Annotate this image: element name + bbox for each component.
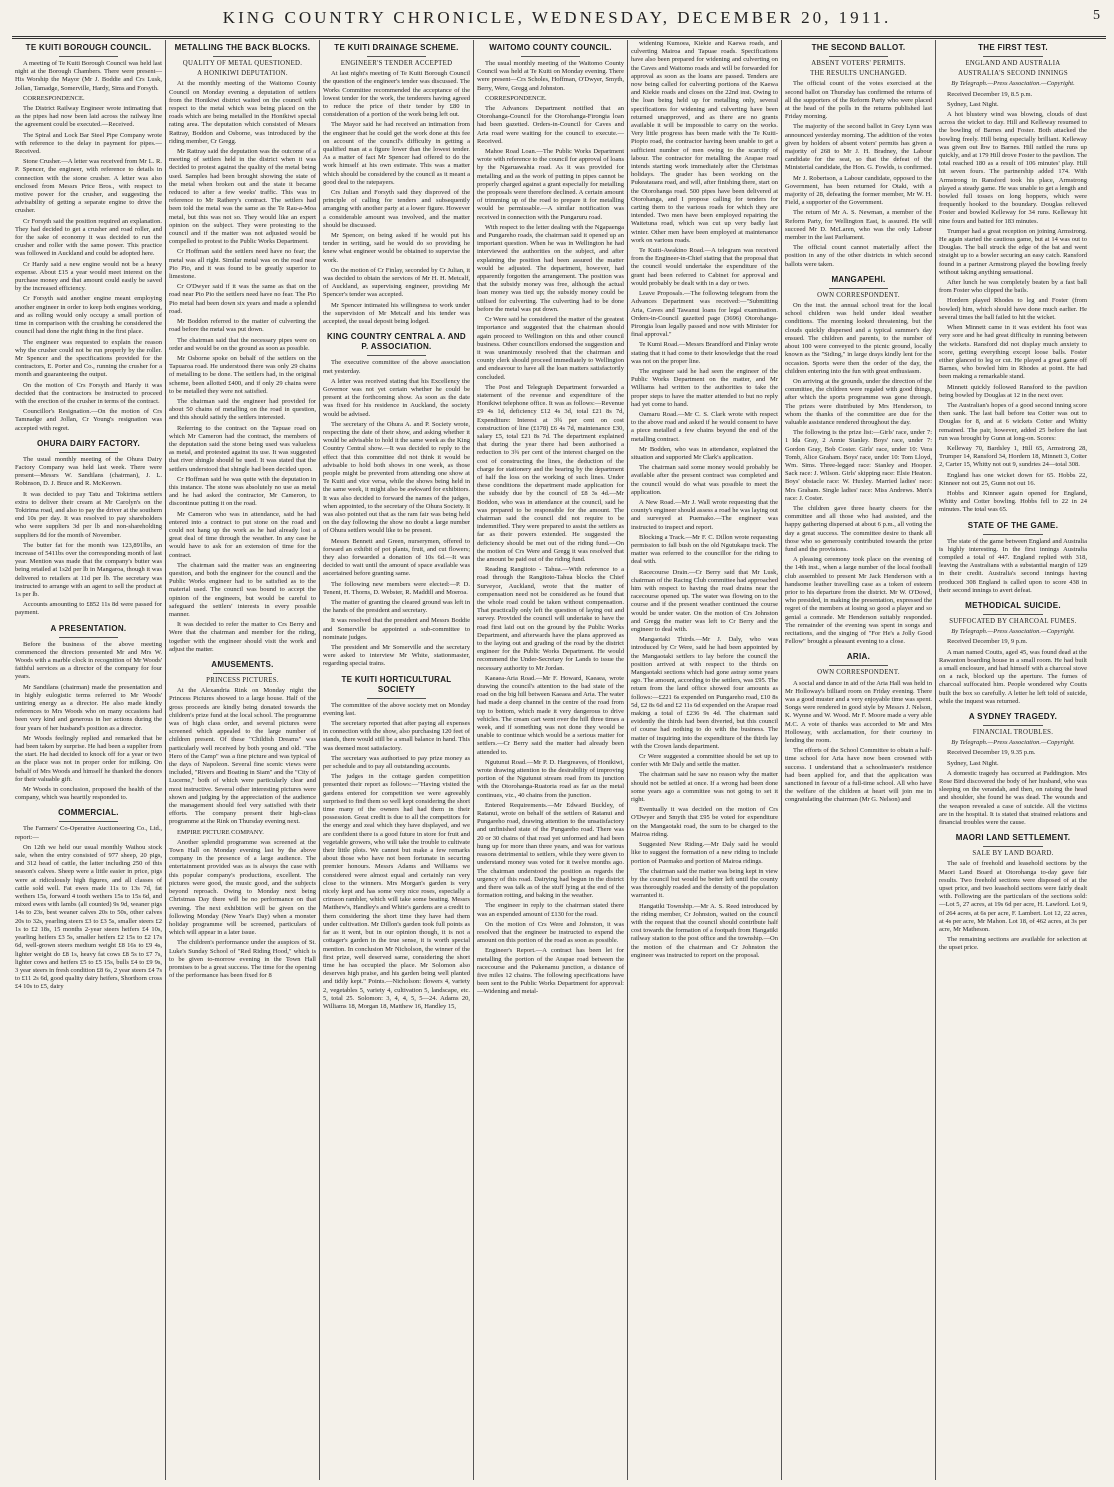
article-paragraph: Mr Woods in conclusion, proposed the health of the company, which was heartily responded to. bbox=[15, 786, 162, 802]
article-paragraph: It was decided to pay Tatu and Tokirima settlers extra to deliver their cream at Mr Carolyn's on the Tokirima road, and also to pay the driver at the southern end 10s per day. It was resolved to pay shareholders who were suppliers 3d per lb and non-shareholding suppliers 8d for the month of November. bbox=[15, 490, 162, 539]
article-paragraph: Oamaru Road.—Mr C. S. Clark wrote with respect to the above road and asked if he would consent to have a piece metalled a few chains beyond the end of the metalling contract. bbox=[631, 410, 778, 443]
article bbox=[785, 652, 932, 804]
article-paragraph: The children gave three hearty cheers for the committee and all those who had assisted, and the happy gathering dispersed at about 6 p.m., all voting the day a great success. The committee desire to thank all those who so generously contributed towards the prize fund and the provisions. bbox=[785, 504, 932, 553]
article-subheading: A HONIKIWI DEPUTATION. bbox=[197, 70, 288, 78]
article-headline: METALLING THE BACK BLOCKS. bbox=[174, 43, 311, 52]
article-paragraph: widening Kumoea, Kiekie and Kaewa roads, and culverting Mairoa and Tapuae roads. Specifications have also been prepared for widening and culverting on the Caves and Waitomo roads and will be forwarded for approval as soon as the loans are passed. Tenders are now being called for culverting portions of the Kaewa and Kiekie roads and closes on the 22nd inst. Owing to the loan being held up for metalling only, several specifications for widening and culverting have been returned unapproved, and as there are no grants available it will be impossible to carry on the works. Very little progress has been made with the Te Kuiti-Piopio road, the contractor having been unable to get a sufficient number of men owing to the scarcity of labour. The contractor for metalling the Arapae road intends starting work immediately after the Christmas holidays. The grader has been working on the Pukeatauara road, and will, after finishing there, start on the Otorohanga road. 500 pipes have been delivered at Otorohanga, and I propose calling for tenders for carting them to the various roads for which they are intended. Two men have been employed repairing the Waitetuna road, which was cut up very badly last winter. Other men have been employed at maintenance work on various roads. bbox=[631, 40, 778, 244]
article-paragraph: A meeting of Te Kuiti Borough Council was held last night at the Borough Chambers. There were present—His Worship the Mayor (Mr J. Boddie and Crs Lusk, Jollan, Tamadge, Somerville, Hardy, Sims and Forsyth. bbox=[15, 60, 162, 92]
headline-rule bbox=[59, 637, 118, 638]
article-paragraph: Mr Boddon referred to the matter of culverting the road before the metal was put down. bbox=[169, 318, 316, 334]
article-headline: A SYDNEY TRAGEDY. bbox=[968, 712, 1058, 722]
article-paragraph: The engineer said he had seen the engineer of the Public Works Department on the matter, and Mr Williams had written to the authorities to take the proper steps to have the matter attended to but no reply had yet come to hand. bbox=[631, 367, 778, 408]
article-paragraph: The state of the game between England and Australia is highly interesting. In the first innings Australia compiled a total of 447. England replied with 318, leaving the Australians with a substantial margin of 129 in their credit. Australia's second innings having produced 308 England is called upon to score 438 in their second innings to avert defeat. bbox=[939, 537, 1087, 594]
article-paragraph: Mr Woods feelingly replied and remarked that he had been taken by surprise. He had been a supplier from the start. He had decided to knock off for a year or two as the place was not in proper order for milking. On behalf of Mrs Woods and himself he thanked the donors for their valuable gift. bbox=[15, 734, 162, 783]
article-paragraph: After lunch he was completely beaten by a fast ball from Foster who clipped the bails. bbox=[939, 279, 1087, 295]
article bbox=[939, 833, 1087, 952]
masthead-rule bbox=[12, 36, 1106, 37]
article-headline: WAITOMO COUNTY COUNCIL. bbox=[489, 43, 612, 52]
article-subheading: ABSENT VOTERS' PERMITS. bbox=[811, 60, 906, 67]
article-paragraph: The chairman said he saw no reason why the matter should not be settled at once. If a wrong had been done some years ago a committee was not going to set it right. bbox=[631, 771, 778, 804]
headline-rule bbox=[829, 288, 888, 289]
article-paragraph: A man named Coutts, aged 45, was found dead at the Rawanton boarding house in a small room. He had built a small enclosure, and had himself with a charcoal stove on a rack, blocked up the aperture. The fumes of charcoal suffocated him. People wondered why Coutts built the box so carefully. A letter he left told of suicide, while the inquest was returned. bbox=[939, 648, 1087, 705]
article-headline: MAORI LAND SETTLEMENT. bbox=[955, 833, 1071, 843]
headline-rule bbox=[59, 452, 118, 453]
article-paragraph: Racecourse Drain.—Cr Berry said that Mr Lusk, chairman of the Racing Club committee had approached him with respect to having the road drains near the racecourse opened up. The water was flowing on to the course and if the present weather continued the course would be under water. On the motion of Crs Johnston and Gregg the matter was left to Cr Berry and the engineer to deal with. bbox=[631, 568, 778, 634]
article bbox=[939, 712, 1087, 827]
article-paragraph: It was decided to refer the matter to Crs Berry and Were that the chairman and member for the riding, together with the engineer should visit the work and adjust the matter. bbox=[169, 621, 316, 653]
article bbox=[785, 43, 932, 269]
article-paragraph: Another splendid programme was screened at the Town Hall on Monday evening last by the above company in the presence of a large audience. The entertainment provided was as is always the case with this popular company's productions, excellent. The pictures were good, the music good, and the subjects beyond reproach. Owing to Monday next being Christmas Day there will be no performance on that evening. The next exhibition will be given on the following Monday (New Year's Day) when a monster holiday programme will be screened, particulars of which will appear in a later issue. bbox=[169, 838, 316, 937]
masthead-title: KING COUNTRY CHRONICLE, WEDNESDAY, DECEMBER 20, 1911. bbox=[222, 8, 892, 27]
headline-rule bbox=[367, 56, 426, 57]
article-paragraph: Te Kumi Road.—Messrs Brandford and Finlay wrote stating that it had come to their knowledge that the road was not on the proper line. bbox=[631, 341, 778, 365]
headline-rule bbox=[59, 56, 118, 57]
headline-rule bbox=[521, 56, 580, 57]
headline-rule bbox=[983, 534, 1042, 535]
article-paragraph: The secretary reported that after paying all expenses in connection with the show, also purchasing 120 feet of stands, there would still be a small balance in hand. This was deemed most satisfactory. bbox=[323, 720, 470, 752]
article-paragraph: A hot blustery wind was blowing, clouds of dust across the wicket to day. Hill and Kelleway resumed to the bowling of Barnes and Foster. Both attacked the bowling freely. Hill being especially brilliant. Kelleway was given out lbw to Barnes. Hill rattled the runs up quickly, and at 179 Hill drove Foster to the pavilion. The total reached 180 as a result of 106 minutes' play. Hill hit seven fours. The partnership added 174. With Armstrong in Ransford took his place, Armstrong played a steady game. He was unable to get a length and bowled full tosses on long hoppers, which were frequently hooked to the boundary. Douglas relieved Foster and bowled Kelleway for 34 runs. Kelleway hit nine fours and batted for 183 minutes. bbox=[939, 111, 1087, 225]
article-paragraph: Accounts amounting to £852 11s 8d were passed for payment. bbox=[15, 601, 162, 617]
article-paragraph: The chairman said the engineer had provided for about 50 chains of metalling on the road in question, and this should satisfy the settlers interested. bbox=[169, 397, 316, 422]
article bbox=[15, 43, 162, 433]
article-headline: TE KUITI BOROUGH COUNCIL. bbox=[25, 43, 152, 52]
article-paragraph: On the motion of Crs Were and Johnston, it was resolved that the engineer be instructed to expend the amount on this portion of the road as soon as possible. bbox=[477, 920, 624, 945]
article-paragraph: Mr Sandilans (chairman) made the presentation and in highly eulogistic terms referred to Mr Woods' untiring energy as a director. He also made kindly references to Mrs Woods who on many occasions had been very kind and generous in her actions during the four years of her husband's position as a director. bbox=[15, 683, 162, 732]
article-paragraph: England has one wicket down for 65. Hobbs 22, Kinneer not out 25, Gunn not out 16. bbox=[939, 471, 1087, 487]
masthead bbox=[0, 8, 1114, 34]
article bbox=[785, 275, 932, 647]
article-paragraph: The secretary of the Ohura A. and P. Society wrote, respecting the date of their show, and asking whether it would be advisable to hold it the same week as the King Country Central show.—It was decided to reply to the effect that this committee did not think it would be advisable to hold both shows in one week, as those people might be prevented from attending one show at Te Kuiti and vice versa, while the shows being held in the same week, it might also be awkward for exhibitors. It was also decided to forward the names of the judges, when appointed, to the secretary of the Ohura Society. It was also pointed out that as the ram fair was being held on the day following the show no doubt a large number of Ohura settlers would like to be present. bbox=[323, 420, 470, 535]
article-paragraph: Mangaotaki Thirds.—Mr J. Daly, who was introduced by Cr Were, said he had been appointed by the Mangaotaki settlers to lay before the council the position arrived at with respect to the thirds on Mangaotaki sections which had gone astray some years ago. The amount, according to the settlers, was £95. The return from the land office showed four amounts as follows:—£221 6s expended on Pungareho road, £10 8s 5d, £2 8s 6d and £2 11s 6d expended on the Arapae road making a total of £236 9s 4d. The chairman said evidently the thirds had been diverted, but this council of course had nothing to do with the business. The matter of inquiring into the expenditure of the thirds lay with the Crown lands department. bbox=[631, 636, 778, 750]
headline-rule bbox=[983, 614, 1042, 615]
article-paragraph: Kaeaea-Aria Road.—Mr F. Howard, Kaeaea, wrote drawing the council's attention to the bad state of the road on the big hill between Kaeaea and Aria. The water had made a deep channel in the centre of the road from top to bottom, which made it very dangerous to drive vehicles. The cream cart went over the hill three times a week, and if something was not done they would be unable to continue which would be a serious matter for settlers.—Cr Berry said the matter had already been attended to. bbox=[477, 674, 624, 756]
article bbox=[939, 601, 1087, 706]
article-paragraph: The chairman said that the necessary pipes were on order and would be on the ground as soon as possible. bbox=[169, 336, 316, 352]
article-paragraph: The chairman said the matter was being kept in view by the council but would be better left until the county was thoroughly roaded and the density of the population warranted it. bbox=[631, 867, 778, 900]
article-headline: OHURA DAIRY FACTORY. bbox=[36, 438, 141, 448]
article-headline: TE KUITI DRAINAGE SCHEME. bbox=[334, 43, 459, 52]
article-paragraph: The judges in the cottage garden competition presented their report as follows:—"Having visited the gardens entered for competition we were agreeably surprised to find them so well kept considering the short time many of the owners had had them in their possession. Great credit is due to all the competitors for the energy and zeal which they have displayed, and we are confident there is a good future in store for fruit and vegetable growers, who will take the trouble to cultivate their little plots. We cannot but make a few remarks about those who have not been fortunate in securing premier honours. Messrs Adams and Williams we considered were almost equal and certainly ran very close to the winners. Mrs Morgan's garden is very nicely kept and has some very nice roses, especially a crimson rambler, which will take some beating. Messrs Matthew's, Handley's and White's gardens are a credit to them considering the short time they have had them under cultivation. Mr Dillon's garden took full points as far as it went, but in our opinion though, it is not a cottager's garden in the true sense, it is worth special mention. In conclusion Mr Nicholson, the winner of the first prize, well deserved same, considering the short time he has occupied the place. Mr Solomon also deserves high praise, and his garden being well planted and tidily kept." Points.—Nicholson: flowers 4, variety 2, vegetables 5, variety 4, cultivation 5, landscape, etc. 5, total 25. Solomon: 3, 4, 4, 5, 5—24. Adams 20, Williams 18, Morgan 18, Matthew 16, Handley 15, bbox=[323, 773, 470, 1010]
article-paragraph: The engineer in reply to the chairman stated there was an expended amount of £130 for the road. bbox=[477, 902, 624, 918]
headline-rule bbox=[213, 673, 272, 674]
article-paragraph: The chairman said some money would probably be available after the present contract was completed and the council would do what was possible to meet the application. bbox=[631, 464, 778, 496]
article-paragraph: Messrs Bennett and Green, nurserymen, offered to forward an exhibit of pot plants, fruit, and cut flowers; they also forwarded a donation of 10s 6d.—It was decided to wait until the amount of space available was ascertained before granting same. bbox=[323, 537, 470, 578]
article-paragraph: Mr Rattray said the deputation was the outcome of a meeting of settlers held in the district when it was decided to protest against the quality of the metal being used. Samples had been brought showing the state of the metal when broken out and the state it became reduced to after a few weeks' traffic. This was in reference to Mr Rathery's contract. The settlers had been told the metal was the same as the Te Rau-a-Moa metal, but this was not so. They would like an expert opinion on the subject. They were protesting to the council and if the matter was not adjusted would be compelled to protest to the Public Works Department. bbox=[169, 148, 316, 246]
article bbox=[323, 675, 470, 1012]
article-paragraph: Mr Spencer, on being asked if he would put his tender in writing, said he would do so providing he knew what engineer would be obtained to supervise the work. bbox=[323, 232, 470, 264]
article-paragraph: Te Kuiti-Awakino Road.—A telegram was received from the Engineer-in-Chief stating that the proposal that the council would undertake the expenditure of the grant had been referred to Cabinet for approval and would probably be dealt with in a day or two. bbox=[631, 247, 778, 287]
article bbox=[323, 43, 470, 326]
masthead-rule-double bbox=[12, 38, 1106, 39]
article-paragraph: At the Alexandria Rink on Monday night the Princess Pictures showed to a large house. Half of the gross proceeds are kindly being donated towards the children's prize fund at the local school. The programme was of high class order, and several pictures were screened which appealed to the large number of children present. Of these "Childish Dreams" was particularly well received by both young and old. "The Hero of the Camp" was a fine picture and was typical of the days of Napoleon. Several fine scenic views were included, "Rivers and Boating in Siam" and the "City of Lucerne," both of which were particularly clear and most instructive. Several other interesting pictures were shown and judging by the appreciation of the audience the management should feel very satisfied with their efforts. The company present their high-class programme at the Rink on Thursday evening next. bbox=[169, 687, 316, 826]
article-paragraph: The Mayor said he had received an intimation from the engineer that he could get the work done at this fee on account of the council's difficulty in getting a qualified man at a figure lower than the lowest tender. As a matter of fact Mr Spencer had offered to do the work himself at his own estimate. This was a matter which should be considered by the council as it meant a good deal to the ratepayers. bbox=[323, 121, 470, 186]
article-paragraph: The secretary was authorised to pay prize money as per schedule and to pay all outstanding accounts. bbox=[323, 754, 470, 771]
page-number: 5 bbox=[1093, 8, 1100, 23]
dateline: By Telegraph.—Press Association.—Copyright. bbox=[951, 80, 1075, 88]
article-paragraph: The sale of freehold and leasehold sections by the Maori Land Board at Otorohanga to-day gave fair results. Two freehold sections were disposed of at the upset price, and two leasehold sections were fairly dealt with. Following are the particulars of the sections sold:—Lot 5, 27 acres, at 19s 6d per acre, H. Lawford. Lot 9, of 264 acres, at 6s per acre, F. Lambert. Lot 12, 22 acres, at 4s per acre, Mr Mahon. Lot 18, of 462 acres, at 3s per acre, Mr Matheson. bbox=[939, 860, 1087, 934]
article-subheading: OWN CORRESPONDENT. bbox=[817, 669, 900, 677]
article-paragraph: Cr Were suggested a committee should be set up to confer with Mr Daly and settle the matter. bbox=[631, 753, 778, 769]
article-headline: COMMERCIAL. bbox=[58, 808, 119, 818]
article-paragraph: With respect to the letter dealing with the Ngapaenga and Pungareho roads, the chairman said it opened up an important question. When he was in Wellington he had interviewed the authorities on the subject, and after explaining the position had been assured the matter would be adjusted. The department, however, had apparently forgotten the arrangement. The position was that the subsidy money was free, although the actual loan money was tied up; the subsidy money could be utilised for culverting. The culverting had to be done before the metal was put down. bbox=[477, 223, 624, 313]
article-paragraph: The Spiral and Lock Bar Steel Pipe Company wrote with reference to the delay in payment for pipes.—Received. bbox=[15, 131, 162, 156]
article-paragraph: The Farmers' Co-Operative Auctioneering Co., Ltd., report:— bbox=[15, 825, 162, 841]
article-paragraph: Sydney, Last Night. bbox=[947, 100, 999, 108]
article-paragraph: On 12th we held our usual monthly Waihou stock sale, when the entry consisted of 977 sheep, 20 pigs, and 312 head of cattle, the latter including 250 of this season's calves. Sheep were a little easier in price, pigs were at ridiculously high figures, and all classes of cattle sold well. Fat ewes made 11s to 13s 7d, fat wethers 15s, forward 4 tooth wethers 15s to 15s 6d, and mixed ewes with lambs (all counted) 9s 9d, weaner pigs 14s to 23s, best weaner calves 20s to 50s, other calves 20s to 32s, yearling steers £3 to £3 5s, smaller steers £2 1s to £2 18s, 15 months 2-year steers heifers £4 10s, yearling heifers £3 5s, smaller heifers £2 15s to £2 17s 6d, well-grown steers medium weight £8 16s to £9 4s, lighter weight do £8 1s, heavy fat cows £8 5s to £7 7s, lighter cows and heifers £5 to £5 15s, bulls £4 to £9 9s, 3 year steers in fresh condition £8 6s, 2 year steers £4 7s to £11 2s 6d, good quality dairy heifers, Shorthorn cross £4 10s to £5, dairy bbox=[15, 843, 162, 991]
article-paragraph: Hobbs and Kinneer again opened for England, Whitty and Cotter bowling. Hobbs fell to 22 in 24 minutes. The total was 65. bbox=[939, 489, 1087, 514]
article bbox=[169, 660, 316, 980]
article-paragraph: The remaining sections are available for selection at the upset price. bbox=[939, 936, 1087, 952]
article-paragraph: The following is the prize list:—Girls' race, under 7: 1 Ida Gray, 2 Annie Stanley. Boys' race, under 7: Gordon Gray, Bob Coster. Girls' race, under 10: Vera Tomb, Alice Graham. Boys' race, under 10: Tom Lloyd, Wm. Sims. Three-legged race: Stanley and Hooper. Sack race: J. Wilson. Girls' skipping race: Elsie Heaton. Boys' obstacle race: W. Huxley. Married ladies' race: Mrs Graham. Single ladies' race: Miss Andrews. Men's race: J. Coster. bbox=[785, 429, 932, 502]
article-headline: THE SECOND BALLOT. bbox=[811, 43, 906, 52]
article-paragraph: Received December 19, 9.35 p.m. bbox=[947, 749, 1036, 757]
article-paragraph: The official count cannot materially affect the position in any of the other districts in which second ballots were taken. bbox=[785, 244, 932, 268]
article-paragraph: Cr Hardy said a new engine would not be a heavy expense. About £15 a year would meet interest on the purchase money and that amount could easily be saved by the increased efficiency. bbox=[15, 260, 162, 293]
article-paragraph: CORRESPONDENCE. bbox=[23, 94, 85, 102]
article-paragraph: CORRESPONDENCE. bbox=[485, 94, 547, 102]
column-6 bbox=[782, 40, 936, 1480]
article-subheading: SALE BY LAND BOARD. bbox=[972, 850, 1054, 858]
article-paragraph: The efforts of the School Committee to obtain a half-time school for Aria have now been crowned with success. I understand that a schoolmaster's residence had been applied for, and that the application was sanctioned in favour of a full-time school. All who have the welfare of the children at heart will join me in congratulating the chairman (Mr G. Nelson) and bbox=[785, 747, 932, 804]
headline-rule bbox=[213, 56, 272, 57]
article-subheading: PRINCESS PICTURES. bbox=[206, 677, 279, 685]
article-paragraph: The matter of granting the cleared ground was left in the hands of the president and secretary. bbox=[323, 598, 470, 615]
article-paragraph: Referring to the contract on the Tapuae road on which Mr Cameron had the contract, the members of the deputation said the stone being used was valueless as metal, and protested against its use. It was suggested that river shingle should be used. It was stated that the settlers understood that shingle had been decided upon. bbox=[169, 424, 316, 473]
article-subheading: QUALITY OF METAL QUESTIONED. bbox=[182, 60, 303, 67]
newspaper-columns bbox=[12, 40, 1108, 1480]
article-paragraph: A letter was received stating that his Excellency the Governor was not yet certain whether he could be present at the forthcoming show. As soon as the date was fixed for his residence in Auckland, the society would be advised. bbox=[323, 377, 470, 418]
article-paragraph: The Advances Department notified that an Otorohanga-Council for the Otorohanga-Firongia loan had been gazetted. Orders-in-Council for Caves and Aria road were waiting for the council to execute.—Received. bbox=[477, 105, 624, 145]
headline-rule bbox=[983, 846, 1042, 847]
article-paragraph: The committee of the above society met on Monday evening last. bbox=[323, 701, 470, 717]
article-paragraph: Mahoe Road Loan.—The Public Works Department wrote with reference to the council for approval of loans by the Ngaruawahia road. As it was provided for metalling and as the work of putting in pipes cannot be properly charged against a grant especially for metalling the proposals were therefore declined. A certain amount of trimming up of the road to prepare it for metalling would be permissable.—A similar notification was received in connection with the Pungaruru road. bbox=[477, 148, 624, 221]
article-paragraph: A New Road.—Mr J. Wall wrote requesting that the county's engineer should assess a road he was laying out and surveyed at Puemako.—The engineer was instructed to inspect and report. bbox=[631, 498, 778, 531]
article-paragraph: Received December 19, 9 p.m. bbox=[947, 638, 1028, 646]
article-paragraph: The usual monthly meeting of the Waitomo County Council was held at Te Kuiti on Monday evening. There were present—Crs Scholes, Hoffman, O'Dwyer, Smyth, Berry, Were, Gregg and Johnston. bbox=[477, 60, 624, 92]
article-paragraph: Ngutunui Road.—Mr P. D. Hargreaves, of Honikiwi, wrote drawing attention to the desirability of improving portion of the Ngutunui stream road from its junction with the Otorohanga-Ruatoria road as far as the metal continues, viz., 40 chains from the junction. bbox=[477, 758, 624, 799]
article-headline: TE KUITI HORTICULTURAL SOCIETY bbox=[341, 674, 452, 694]
article bbox=[477, 43, 624, 997]
article-paragraph: Trumper had a great reception on joining Armstrong. He again started the cautious game, but at 14 was out to Douglas. The ball struck the edge of the bat and went straight up to a bowler securing an easy catch. Ransford found in a partner Armstrong played the bowling freely without taking anything sensational. bbox=[939, 227, 1087, 276]
headline-rule bbox=[59, 821, 118, 822]
article bbox=[15, 624, 162, 803]
article-subheading: ENGINEER'S TENDER ACCEPTED bbox=[340, 60, 453, 67]
article-subheading: FINANCIAL TROUBLES. bbox=[972, 729, 1054, 737]
article-paragraph: Suggested New Riding.—Mr Daly said he would like to suggest the formation of a new riding to include portion of Puemako and portion of Mairoa ridings. bbox=[631, 841, 778, 865]
article-paragraph: The usual monthly meeting of the Ohura Dairy Factory Company was held last week. There were present—Messrs W. Sandilans (chairman), J. L. Robinson, D. J. Bruce and R. McKeown. bbox=[15, 455, 162, 488]
article-paragraph: The engineer was requested to explain the reason why the crusher could not be run properly by the roller. Mr Spencer and the specifications provided for the contractors, E. Porter and Co., running the crusher for a month and guaranteeing the output. bbox=[15, 338, 162, 379]
article-paragraph: At last night's meeting of Te Kuiti Borough Council the question of the engineer's tender was discussed. The Works Committee recommended the acceptance of the lowest tender for the work, the tenderers having agreed to reduce the price of their tender by £80 in consideration of a portion of the work being left out. bbox=[323, 70, 470, 119]
article-paragraph: Crs Julian and Forsyth said they disproved of the principle of calling for tenders and subsequently arranging with another party at a lower figure. However a considerable amount was involved, and the matter should be discussed. bbox=[323, 189, 470, 229]
article-paragraph: The executive committee of the above association met yesterday. bbox=[323, 359, 470, 375]
article-paragraph: On the motion of Cr Finlay, seconded by Cr Julian, it was decided to obtain the services of Mr H. H. Metcalf, of Auckland, as supervising engineer, providing Mr Spencer's tender was accepted. bbox=[323, 266, 470, 299]
headline-rule bbox=[367, 355, 426, 356]
article-headline: KING COUNTRY CENTRAL A. AND P. ASSOCIATION. bbox=[327, 332, 466, 352]
column-3 bbox=[320, 40, 474, 1480]
article-paragraph: Received December 19, 8.5 p.m. bbox=[947, 90, 1033, 98]
article-paragraph: Mr Bodden, who was in attendance, explained the situation and supported Mr Clark's application. bbox=[631, 445, 778, 461]
article-subheading: THE RESULTS UNCHANGED. bbox=[810, 70, 907, 78]
article-headline: MANGAPEHI. bbox=[831, 274, 886, 284]
article-headline: ARIA. bbox=[846, 652, 871, 662]
article bbox=[15, 439, 162, 618]
article-paragraph: Reading Rangitoto - Tahua.—With reference to a road through the Rangitoto-Tahua blocks the Chief Surveyor, Auckland, wrote that the matter of compensation need not be considered as he found that the whole road could be taken without compensation. That practically only left the question of laying out and survey. Provided the council will undertake to have the road first laid out on the ground by the Public Works Department, and afterwards have the plans approved as to the laying out and grading of the road by the district engineer for the Public Works Department. He would recommend the Under-Secretary for Lands to issue the necessary authority to Mr Jordan. bbox=[477, 566, 624, 672]
article-headline: THE FIRST TEST. bbox=[978, 43, 1048, 52]
article-paragraph: Entered Requirements.—Mr Edward Buckley, of Ratanui, wrote on behalf of the settlers of Ratanui and Pungareho road, drawing attention to the unsatisfactory and unfinished state of the Pungareho road. There was 20 or 30 chains of that road yet unformed and had been hung up for more than three years, and was for various reasons detrimental to settlers, while they were given to understand money was voted for it twelve months ago. The chairman understood the position as regards the urgency of this road. Dairying had begun in the district and there was talk as of the stuff lying at the end of the formation rotting, and baking in the weather. bbox=[477, 801, 624, 900]
article-paragraph: On arriving at the grounds, under the direction of the committee, the children were regaled with good things, after which the sports programme was gone through. The prizes were distributed by Mrs Henderson, to whom the thanks of the committee are due for the valuable assistance rendered throughout the day. bbox=[785, 377, 932, 426]
column-2 bbox=[166, 40, 320, 1480]
article-paragraph: Mr Cameron who was in attendance, said he had entered into a contract to put stone on the road and could not hang up the work as he had already lost a great deal of time through the weather. In any case he would have to ask for an extension of time for the contract. bbox=[169, 510, 316, 559]
article-paragraph: The official count of the votes exercised at the second ballot on Thursday has confirmed the returns of all the supporters of the Reform Party who were placed at the head of the polls in the returns published last Friday morning. bbox=[785, 80, 932, 121]
column-1 bbox=[12, 40, 166, 1480]
article-paragraph: The chairman said the matter was an engineering question, and both the engineer for the council and the Public Works engineer had to be satisfied as to the material used. The council was bound to accept the opinion of the engineers, but would be careful to safeguard the settlers' interests in every possible manner. bbox=[169, 561, 316, 618]
article-headline: METHODICAL SUICIDE. bbox=[965, 600, 1061, 610]
article-paragraph: Stone Crusher.—A letter was received from Mr L. R. P. Spencer, the engineer, with reference to details in connection with the stone crusher. A letter was also enclosed from Messrs Price Bros., with respect to motive power for the crusher, and suggesting the advisability of getting a separate engine to drive the crusher. bbox=[15, 158, 162, 215]
article-paragraph: Mr Osborne spoke on behalf of the settlers on the Tapuaroa road. He understood there was only 29 chains of metalling to be done. The settlers had, in the original scheme, been allotted £400, and if only 29 chains were to be metalled they were not satisfied. bbox=[169, 354, 316, 395]
article-paragraph: It was resolved that the president and Messrs Boddie and Somerville be appointed a sub-committee to nominate judges. bbox=[323, 617, 470, 641]
article bbox=[939, 521, 1087, 595]
article-paragraph: The butter fat for the month was 123,891lbs, an increase of 5411bs over the corresponding month of last year. Mention was made that the company's butter was being retailed at 1s2d per lb in Mangaroa, though it was delivered to retailers at 11d per lb. The secretary was instructed to arrange with an agent to sell the product at 1s per lb. bbox=[15, 541, 162, 598]
article-paragraph: Hangatiki Township.—Mr A. S. Reed introduced by the riding member, Cr Johnston, waited on the council with the request that the council should contribute half cost towards the formation of a footpath from Hangatiki railway station to the post office and the township.—On the motion of the chairman and Cr Johnston the engineer was instructed to report on the proposal. bbox=[631, 902, 778, 959]
article-paragraph: Mr Spencer intimated his willingness to work under the supervision of Mr Metcalf and his tender was accepted, the usual deposit being lodged. bbox=[323, 301, 470, 326]
article-paragraph: On the motion of Crs Forsyth and Hardy it was decided that the contractors be instructed to proceed with the erection of the crusher in terms of the contract. bbox=[15, 381, 162, 405]
article-paragraph: A domestic tragedy has occurred at Paddington. Mrs Rose Bird discovered the body of her husband, who was sleeping on the verandah, and then, on raising the head and shoulder, she found he was dead. The wounds and the weapon revealed a case of suicide. All the victims are in the hospital. It is stated that strained relations and financial troubles were the cause. bbox=[939, 769, 1087, 827]
article bbox=[15, 808, 162, 991]
article-paragraph: At the monthly meeting of the Waitomo County Council on Monday evening a deputation of settlers from the Honikiwi district waited on the council with respect to the metal which was being placed on the roads which are being metalled in the Honikiwi special rating area. The deputation which consisted of Messrs Rattray, Boddon and Osborne, was introduced by the riding member, Cr Gregg. bbox=[169, 80, 316, 145]
column-7 bbox=[936, 40, 1090, 1480]
headline-rule bbox=[367, 698, 426, 699]
article bbox=[939, 43, 1087, 515]
article-paragraph: Eventually it was decided on the motion of Crs O'Dwyer and Smyth that £95 be voted for expenditure on the Mangaotaki road, the sum to be charged to the Mairoa riding. bbox=[631, 806, 778, 838]
article-paragraph: Cr Forsyth said another engine meant employing another engineer in order to keep both engines working, and as rolling would only occupy a small portion of time in comparison with the crushing he considered the council had done the right thing in the first place. bbox=[15, 295, 162, 336]
article-paragraph: Sydney, Last Night. bbox=[947, 759, 999, 767]
headline-rule bbox=[829, 56, 888, 57]
article-paragraph: Blocking a Track.—Mr F. C. Dillon wrote requesting permission to fall bush on the old Ngutukapu track. The matter was referred to the councillor for the riding to deal with. bbox=[631, 533, 778, 566]
article-paragraph: Councillor's Resignation.—On the motion of Crs Tamnadge and Jollan, Cr Young's resignation was accepted with regret. bbox=[15, 408, 162, 432]
column-4 bbox=[474, 40, 628, 1480]
article-paragraph: Leave Proposals.—The following telegram from the Advances Department was received:—"Submitting Aria, Caves and Tawanui loans for legal examination. Orders-in-Council gazetted page (3696) Otorohanga-Pirongia loan legally passed and now with Minister for final approval." bbox=[631, 290, 778, 339]
headline-rule bbox=[983, 56, 1042, 57]
article-paragraph: The following new members were elected:—P. D. Tenent, H. Thorns, D. Webster, R. Maddill and Moeroa. bbox=[323, 580, 470, 596]
article-subheading: OWN CORRESPONDENT. bbox=[817, 291, 900, 299]
article-paragraph: When Minnett came in it was evident his foot was very sore and he had great difficulty in running between the wickets. Ransford did not display much anxiety to score, getting everything except loose balls. Foster either glanced to leg or cut. He played a great game off Barnes, who bowled him in Rhodes at point. He had been making a remarkable stand. bbox=[939, 324, 1087, 381]
article-paragraph: Hordern played Rhodes to leg and Foster (from bowled) him, which should have done much earlier. He several times the ball failed to hit the wicket. bbox=[939, 297, 1087, 321]
article-paragraph: Cr Hoffman said he was quite with the deputation in this instance. The stone was absolutely no use as metal and he had asked the contractor, Mr Cameron, to discontinue putting it on the road. bbox=[169, 475, 316, 508]
article-paragraph: Mr J. Robertson, a Labour candidate, opposed to the Government, has been returned for Otaki, with a majority of 28, defeating the former member, Mr W. H. Field, a supporter of the Government. bbox=[785, 174, 932, 207]
article-paragraph: The Post and Telegraph Department forwarded a statement of the revenue and expenditure of the Honikiwi telephone office. It was as follows:—Revenue £9 4s 1d, deficiency £12 4s 3d, total £21 8s 7d, Expenditure: Interest at 3¾ per cent on cost construction of line (£178) £6 4s 7d, maintenance £30, salary £5, total £21 8s 7d. The department explained that during the year there had been authorised a reduction to 3¾ per cent of the interest charged on the cost of constructing the lines, the deduction of the charge for stationery and the bearing by the department of half the loss on the working of such lines. Under these conditions the department made application for the subsidy due by the council of £8 3s 4d.—Mr Boddon, who was in attendance at the council, said he was prepared to be responsible for the amount. The chairman said the council did not require to be indemnified. They were prepared to assist the settlers as far as their powers extended. He suggested the deficiency should be met out of the riding fund.—On the motion of Crs Were and Gregg it was resolved that the amount be paid out of the riding fund. bbox=[477, 383, 624, 563]
dateline: By Telegraph.—Press Association.—Copyright. bbox=[951, 739, 1075, 747]
article-paragraph: Minnett quickly followed Ransford to the pavilion being bowled by Douglas at 12 in the next over. bbox=[939, 383, 1087, 399]
article-paragraph: Cr Hoffman said the settlers need have no fear; the metal was all right. Similar metal was on the road near Pio Pio, and it was found to be greatly superior to limestone. bbox=[169, 248, 316, 281]
article bbox=[631, 40, 778, 960]
article-subheading: ENGLAND AND AUSTRALIA bbox=[965, 60, 1061, 67]
article-paragraph: A social and dance in aid of the Aria Hall was held in Mr Holloway's billiard room on Friday evening. There was a good muster and a very enjoyable time was spent. Songs were rendered in good style by Messrs J. Nelson, K. Wynne and W. Wood. Mr F. Moore made a very able M.C. A vote of thanks was accorded to Mr and Mrs Holloway, with acclamation, for their courtesy in lending the room. bbox=[785, 679, 932, 745]
column-5 bbox=[628, 40, 782, 1480]
article-paragraph: The District Railway Engineer wrote intimating that as the pipes had now been laid across the railway line the agreement could be executed.—Received. bbox=[15, 105, 162, 129]
dateline: By Telegraph.—Press Association.—Copyright. bbox=[951, 628, 1075, 636]
article-paragraph: The Australian's hopes of a good second inning score then sank. The last ball before tea Cotter was out to Douglas for 8, and at 6 wickets Cotter and Whitty remained. The pair, however, added 25 before the last run was brought by Gunn at long-on. Scores: bbox=[939, 401, 1087, 442]
headline-rule bbox=[829, 665, 888, 666]
article-paragraph: EMPIRE PICTURE COMPANY. bbox=[177, 828, 264, 836]
article-paragraph: Cr O'Dwyer said if it was the same as that on the road near Pio Pio the settlers need have no fear. The Pio Pio metal had been down six years and made a splendid road. bbox=[169, 283, 316, 315]
article-paragraph: Kelleway 70, Bardsley 1, Hill 65, Armstrong 28, Trumper 14, Ransford 34, Hordern 18, Minnett 3, Cotter 2, Carter 15, Whitty not out 9, sundries 24—total 308. bbox=[939, 444, 1087, 469]
headline-rule bbox=[983, 725, 1042, 726]
article-paragraph: Before the business of the above meeting commenced the directors presented Mr and Mrs W. Woods with a marble clock in recognition of Mr Woods' faithful services as a director of the company for four years. bbox=[15, 640, 162, 681]
article-paragraph: Cr Forsyth said the position required an explanation. They had decided to get a crusher and road roller, and for the sake of economy it was decided to run the crusher and roller with the same power. This practice was followed in Auckland and could be adopted here. bbox=[15, 217, 162, 258]
article-paragraph: The president and Mr Somerville and the secretary were asked to interview Mr White, stationmaster, regarding special trains. bbox=[323, 644, 470, 668]
article-paragraph: The return of Mr A. S. Newman, a member of the Reform Party, for Wellington East, is assured. He will succeed Mr D. McLaren, who was the only Labour member in the last Parliament. bbox=[785, 209, 932, 242]
article-headline: A PRESENTATION. bbox=[50, 623, 127, 633]
article-subheading: SUFFOCATED BY CHARCOAL FUMES. bbox=[949, 617, 1077, 625]
article-paragraph: Cr Were said he considered the matter of the greatest importance and suggested that the chairman should again proceed to Wellington on this and other council business. Other councillors endorsed the suggestion and it was unanimously resolved that the chairman and county clerk should proceed immediately to Wellington and endeavour to have all the loan matters satisfactorily concluded. bbox=[477, 316, 624, 381]
article-paragraph: The majority of the second ballot in Grey Lynn was announced yesterday morning. The addition of the votes given by holders of absent voters' permits has given a majority of 268 to Mr J. H. Bradney, the Labour candidate for the seat, so that the defeat of the Ministerial candidate, the Hon. G. Fowlds, is confirmed. bbox=[785, 123, 932, 172]
article-paragraph: A pleasing ceremony took place on the evening of the 14th inst., when a large number of the local football club assembled to present Mr Jack Henderson with a handsome leather travelling case as a token of esteem prior to his departure from the district. Mr W. O'Dowd, who presided, in making the presentation, expressed the regret of the members at losing so good a player and so genial a comrade. Mr Henderson suitably responded. The remainder of the evening was spent in songs and recitations, and the singing of "For He's a Jolly Good Fellow" brought a pleasant evening to a close. bbox=[785, 556, 932, 646]
article-paragraph: On the inst. the annual school treat for the local school children was held under ideal weather conditions. The morning looked threatening, but the clouds quickly dispersed and a typical summer's day ensued. The children and parents, to the number of about 100 were conveyed to the picnic ground, locally known as the "Siding," in large drays kindly lent for the occasion. Sports were then the order of the day, the children entering into the fun with great enthusiasm. bbox=[785, 302, 932, 375]
article-paragraph: The children's performance under the auspices of St. Luke's Sunday School of "Red Riding Hood," which is to be given to-morrow evening in the Town Hall promises to be a great success. The time for the opening of the performance has been fixed for 8 bbox=[169, 939, 316, 980]
article-subheading: AUSTRALIA'S SECOND INNINGS bbox=[958, 70, 1068, 78]
article-paragraph: Engineer's Report.—A contract has been let for metalling the portion of the Arapae road between the racecourse and the Pukenamu junction, a distance of five miles 12 chains. The following specifications have been sent to the Public Works Department for approval:—Widening and metal- bbox=[477, 947, 624, 996]
article-headline: STATE OF THE GAME. bbox=[967, 520, 1059, 530]
article bbox=[323, 332, 470, 668]
article-headline: AMUSEMENTS. bbox=[211, 660, 274, 670]
article bbox=[169, 43, 316, 654]
